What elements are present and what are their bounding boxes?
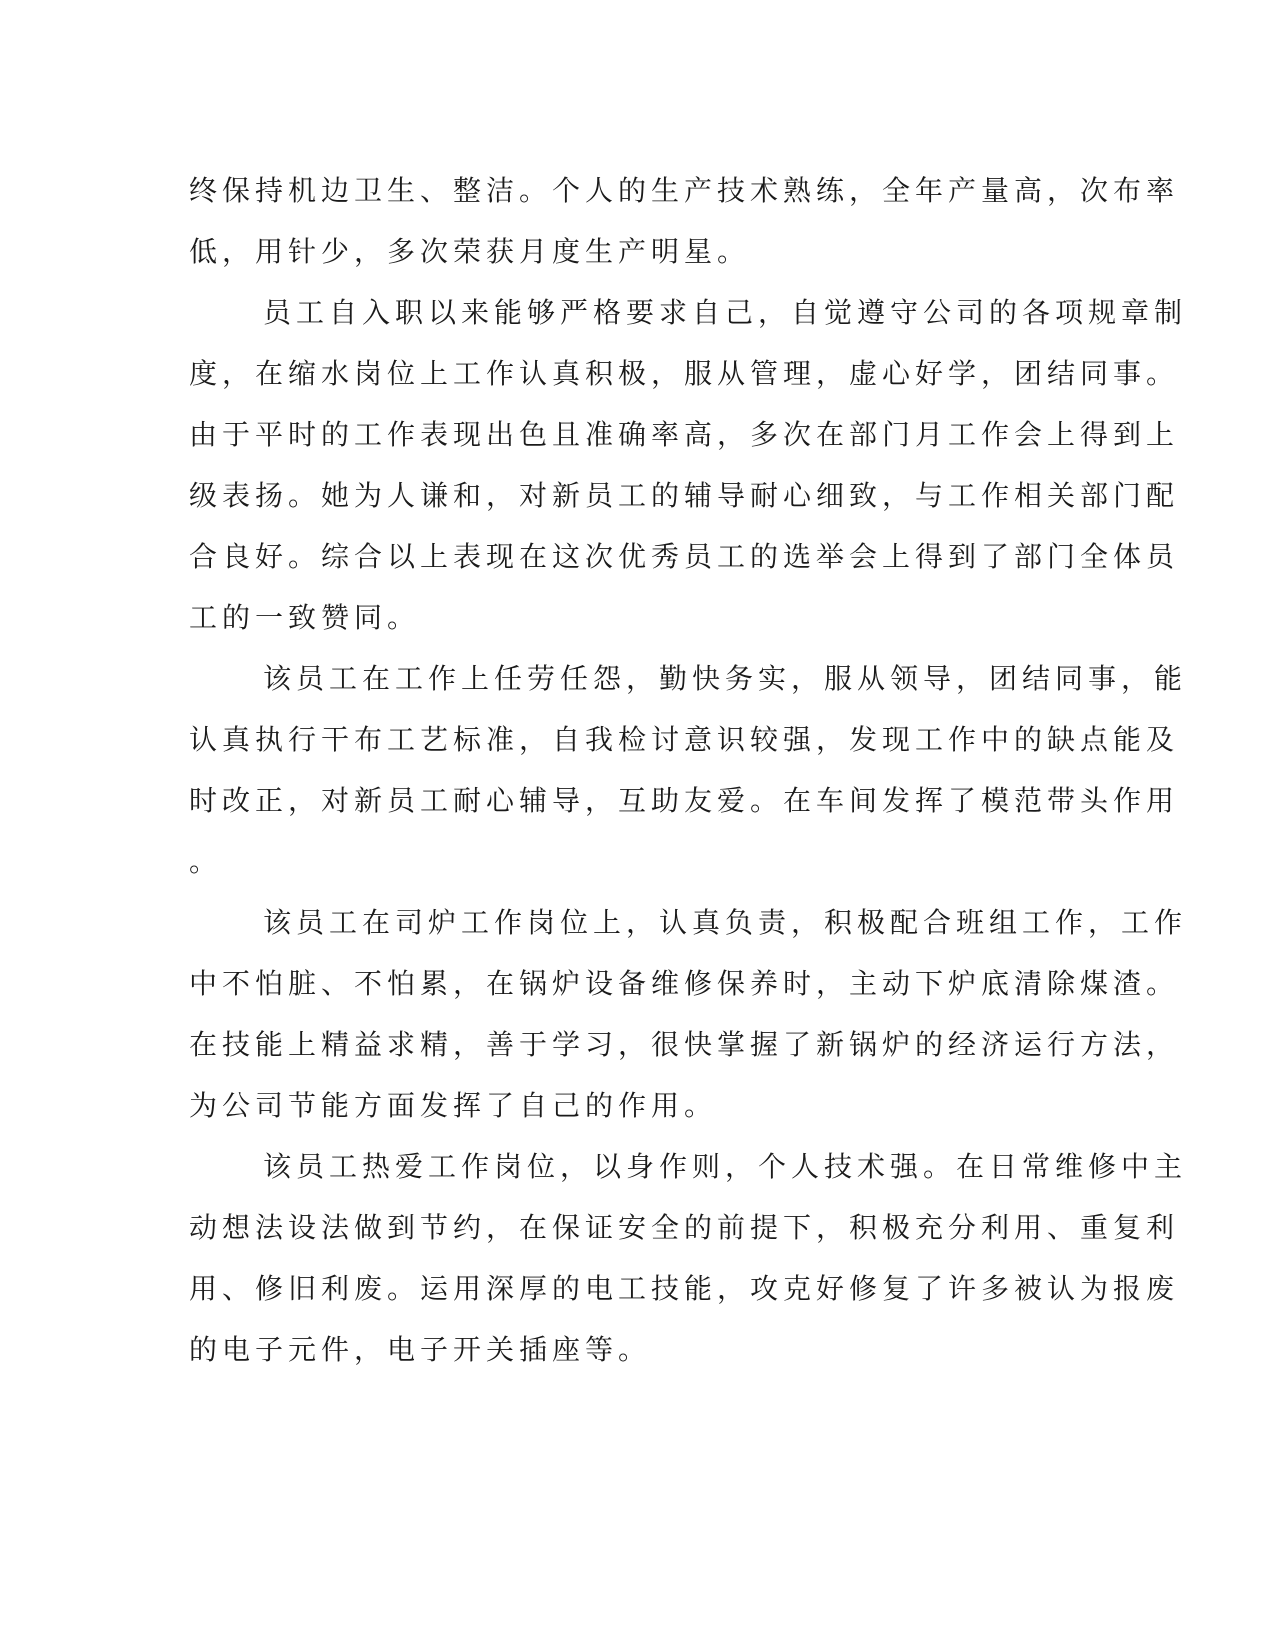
paragraph-shrink-worker — [189, 282, 1188, 648]
paragraph-continuation — [189, 160, 1180, 282]
text-line: 中不怕脏、不怕累，在锅炉设备维修保养时，主动下炉底清除煤渣。 — [189, 967, 1180, 1000]
text-line: 度，在缩水岗位上工作认真积极，服从管理，虚心好学，团结同事。 — [189, 357, 1180, 390]
text-line: 级表扬。她为人谦和，对新员工的辅导耐心细致，与工作相关部门配 — [189, 479, 1180, 512]
text-line: 终保持机边卫生、整洁。个人的生产技术熟练，全年产量高，次布率 — [189, 174, 1180, 207]
text-line: 为公司节能方面发挥了自己的作用。 — [189, 1089, 718, 1122]
paragraph-drying-worker — [189, 648, 1188, 892]
text-line: 时改正，对新员工耐心辅导，互助友爱。在车间发挥了模范带头作用 — [189, 784, 1180, 817]
text-line: 在技能上精益求精，善于学习，很快掌握了新锅炉的经济运行方法， — [189, 1028, 1180, 1061]
text-line: 用、修旧利废。运用深厚的电工技能，攻克好修复了许多被认为报废 — [189, 1272, 1180, 1305]
text-line: 该员工在工作上任劳任怨，勤快务实，服从领导，团结同事，能 — [263, 662, 1188, 695]
text-line: 该员工在司炉工作岗位上，认真负责，积极配合班组工作，工作 — [263, 906, 1188, 939]
text-line: 。 — [189, 845, 223, 878]
text-line: 低，用针少，多次荣获月度生产明星。 — [189, 235, 751, 268]
text-line: 员工自入职以来能够严格要求自己，自觉遵守公司的各项规章制 — [263, 296, 1188, 329]
document-body — [189, 160, 1188, 1380]
text-line: 的电子元件，电子开关插座等。 — [189, 1333, 652, 1366]
text-line: 合良好。综合以上表现在这次优秀员工的选举会上得到了部门全体员 — [189, 540, 1180, 573]
text-line: 工的一致赞同。 — [189, 601, 421, 634]
text-line: 该员工热爱工作岗位，以身作则，个人技术强。在日常维修中主 — [263, 1150, 1188, 1183]
text-line: 动想法设法做到节约，在保证安全的前提下，积极充分利用、重复利 — [189, 1211, 1180, 1244]
text-line: 认真执行干布工艺标准，自我检讨意识较强，发现工作中的缺点能及 — [189, 723, 1180, 756]
paragraph-boiler-worker — [189, 892, 1188, 1136]
paragraph-maintenance-worker — [189, 1136, 1188, 1380]
text-line: 由于平时的工作表现出色且准确率高，多次在部门月工作会上得到上 — [189, 418, 1180, 451]
